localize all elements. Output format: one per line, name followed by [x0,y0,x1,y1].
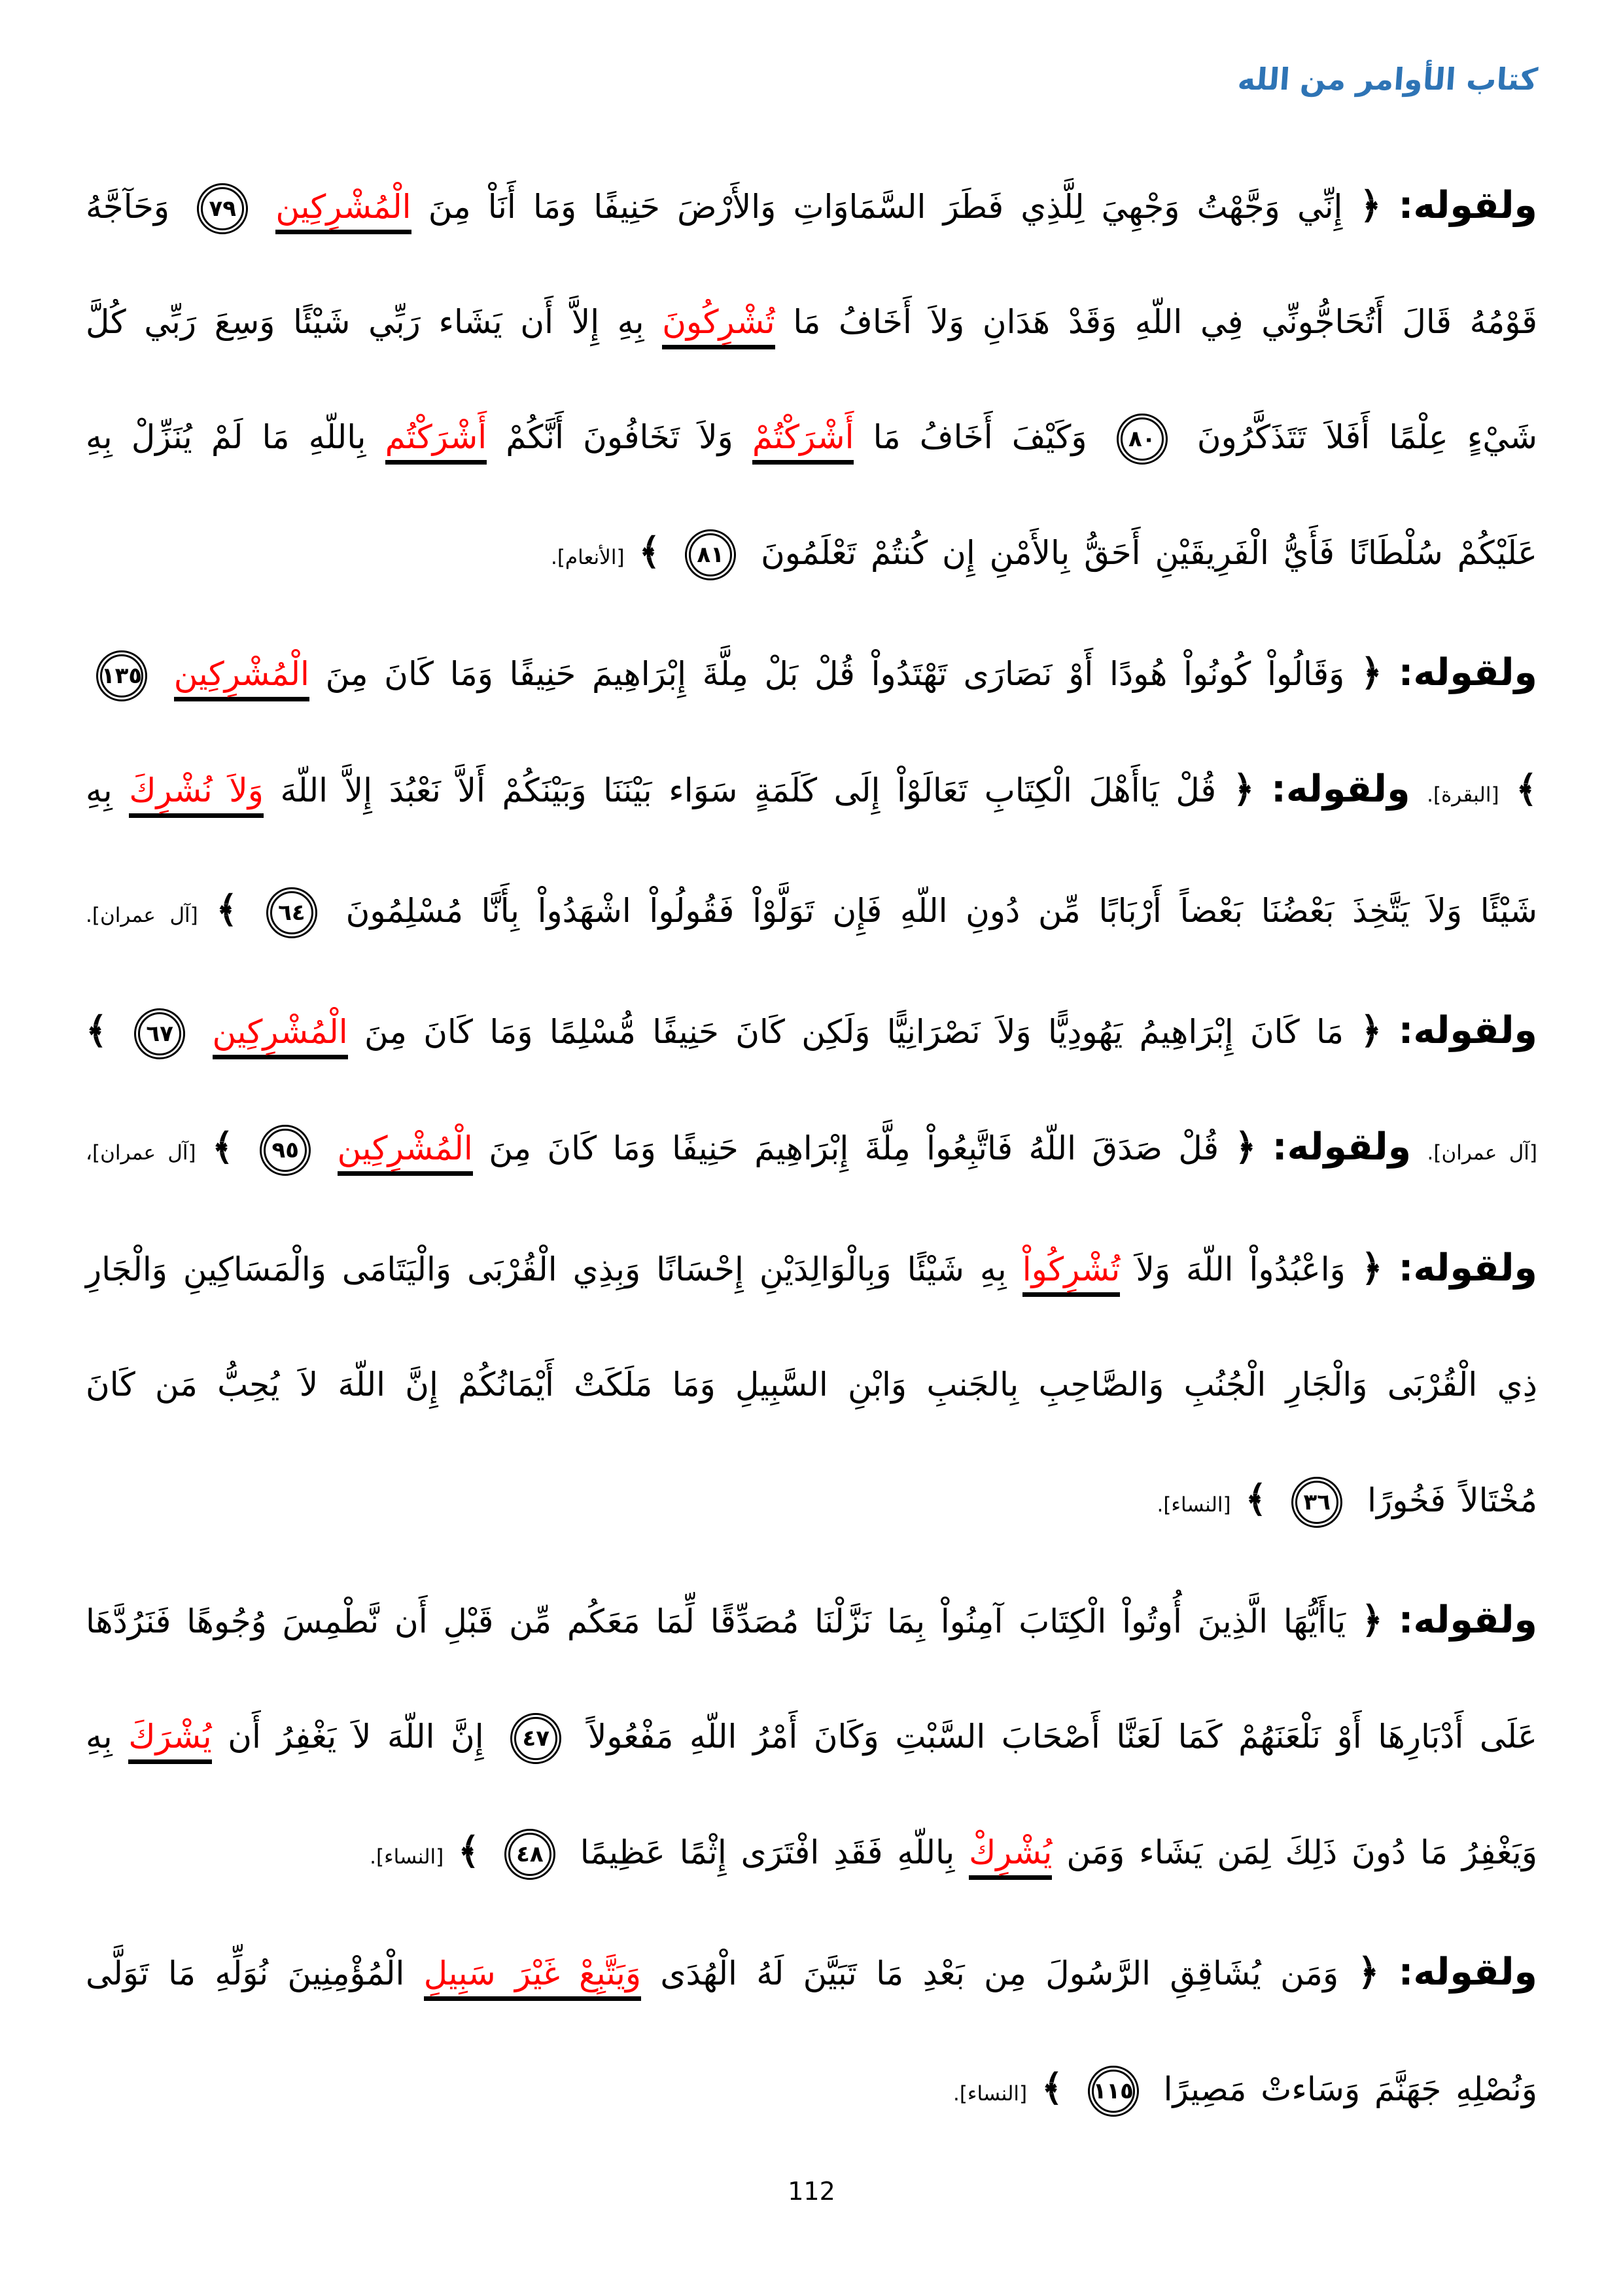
verse-block-nisa-47-48 [86,1563,1537,1915]
quran-close-bracket: ﴾ [458,1829,480,1873]
verse-text: يَاأَيُّهَا الَّذِينَ أُوتُواْ الْكِتَابَ آمِنُواْ بِمَا نَزَّلْنَا مُصَدِّقًا لِّمَا مَعَكُم مِّن قَبْلِ أَن نَّطْمِسَ وُجُوهًا فَنَرُدَّهَا عَلَى أَدْبَارِهَا أَوْ نَلْعَنَهُمْ كَمَا لَعَنَّا أَصْحَابَ السَّبْتِ وَكَانَ أَمْرُ اللّهِ مَفْعُولاً [86,1602,1537,1756]
verse-text: بِهِ وَيَغْفِرُ مَا دُونَ ذَلِكَ لِمَن يَشَاء وَمَن [86,1717,1537,1871]
verse-text: بِاللّهِ فَقَدِ افْتَرَى إِثْمًا عَظِيمًا [580,1833,955,1871]
verse-text: بِهِ شَيْئًا وَبِالْوَالِدَيْنِ إِحْسَانًا وَبِذِي الْقُرْبَى وَالْيَتَامَى وَالْمَسَاكِينِ وَالْجَارِ ذِي الْقُرْبَى وَالْجَارِ الْجُنُبِ وَالصَّاحِبِ بِالجَنبِ وَابْنِ السَّبِيلِ وَمَا مَلَكَتْ أَيْمَانُكُمْ إِنَّ اللّهَ لاَ يُحِبُّ مَن كَانَ مُخْتَالاً فَخُورًا [86,1250,1537,1519]
surah-citation: [آل عمران]. [1427,1140,1537,1165]
ayah-number-badge: ١١٥ [1088,2066,1139,2117]
verse-text: وَاعْبُدُواْ اللّهَ وَلاَ [1136,1250,1346,1288]
quran-close-bracket: ﴾ [638,530,661,573]
page-body-text [86,148,1537,2151]
ayah-number-badge: ٦٤ [266,887,317,938]
quote-lead-label: ولقوله: [1272,1125,1412,1169]
verse-text: إِنَّ اللّهَ لاَ يَغْفِرُ أَن [228,1717,484,1756]
verse-text: وَقَالُواْ كُونُواْ هُودًا أَوْ نَصَارَى تَهْتَدُواْ قُلْ بَلْ مِلَّةَ إِبْرَاهِيمَ حَنِيفًا وَمَا كَانَ مِنَ [325,654,1345,693]
verse-text: بِهِ شَيْئًا وَلاَ يَتَّخِذَ بَعْضُنَا بَعْضاً أَرْبَابًا مِّن دُونِ اللّهِ فَإِن تَوَلَّوْاْ فَقُولُواْ اشْهَدُواْ بِأَنَّا مُسْلِمُونَ [86,771,1538,930]
surah-citation: [النساء]. [370,1845,444,1869]
highlighted-term: تُشْرِكُواْ [1022,1250,1121,1297]
page-number: 112 [788,2177,835,2206]
verse-text: وَحَآجَّهُ قَوْمُهُ قَالَ أَتُحَاجُّونِّي فِي اللّهِ وَقَدْ هَدَانِ وَلاَ أَخَافُ مَا [86,187,1537,341]
ayah-number-badge: ٣٦ [1291,1477,1342,1528]
verse-text: الْمُؤْمِنِينَ نُوَلِّهِ مَا تَوَلَّى وَنُصْلِهِ جَهَنَّمَ وَسَاءتْ مَصِيرًا [86,1954,1537,2108]
quran-close-bracket: ﴾ [1245,1477,1267,1521]
quote-lead-label: ولقوله: [1398,1246,1537,1290]
verse-text: وَلاَ تَخَافُونَ أَنَّكُمْ [506,417,733,456]
quran-close-bracket: ﴾ [1041,2066,1063,2110]
highlighted-term: الْمُشْرِكِين [275,188,411,234]
verse-text: وَكَيْفَ أَخَافُ مَا [873,417,1087,456]
highlighted-term: أَشْرَكْتُمْ [752,418,854,465]
highlighted-term: الْمُشْرِكِين [213,1013,348,1059]
quran-open-bracket: ﴿ [1361,1246,1383,1290]
quote-lead-label: ولقوله: [1398,1950,1537,1994]
verse-text: وَمَن يُشَاقِقِ الرَّسُولَ مِن بَعْدِ مَا تَبَيَّنَ لَهُ الْهُدَى [660,1954,1339,1992]
quran-close-bracket: ﴾ [216,888,238,931]
ayah-number-badge: ٨٠ [1117,414,1168,465]
quran-open-bracket: ﴿ [1234,1125,1257,1169]
surah-citation: [آل عمران]، [86,1140,196,1165]
ayah-number-badge: ٨١ [685,529,736,580]
verse-block-nisa-115 [86,1915,1537,2151]
quran-close-bracket: ﴾ [86,1009,107,1052]
surah-citation: [البقرة]. [1427,783,1499,807]
ayah-number-badge: ٦٧ [134,1008,185,1059]
highlighted-term: أَشْرَكْتُم [385,418,487,465]
verse-text: مَا كَانَ إِبْرَاهِيمُ يَهُودِيًّا وَلاَ نَصْرَانِيًّا وَلَكِن كَانَ حَنِيفًا مُّسْلِمًا وَمَا كَانَ مِنَ [364,1012,1344,1051]
quote-lead-label: ولقوله: [1398,650,1537,694]
highlighted-term: تُشْرِكُونَ [662,303,775,349]
verse-block-anam-79-81 [86,148,1537,615]
highlighted-term: يُشْرَكَ [128,1718,211,1764]
highlighted-term: الْمُشْرِكِين [174,655,309,701]
surah-citation: [الأنعام]. [550,545,625,569]
verse-text: بِهِ إِلاَّ أَن يَشَاء رَبِّي شَيْئًا وَسِعَ رَبِّي كُلَّ شَيْءٍ عِلْمًا أَفَلاَ تَتَذَكَّرُونَ [86,302,1537,456]
quran-open-bracket: ﴿ [1360,1009,1382,1052]
ayah-number-badge: ٤٧ [510,1713,561,1764]
ayah-number-badge: ٤٨ [504,1829,555,1880]
verse-text: قُلْ صَدَقَ اللّهُ فَاتَّبِعُواْ مِلَّةَ إِبْرَاهِيمَ حَنِيفًا وَمَا كَانَ مِنَ [489,1129,1219,1167]
verse-text: إِنِّي وَجَّهْتُ وَجْهِيَ لِلَّذِي فَطَرَ السَّمَاوَاتِ وَالأَرْضَ حَنِيفًا وَمَا أَنَاْ مِنَ [428,187,1343,226]
highlighted-term: وَلاَ نُشْرِكَ [129,771,264,818]
highlighted-term: الْمُشْرِكِين [338,1129,473,1176]
quran-open-bracket: ﴿ [1357,1951,1380,1994]
highlighted-term: يُشْرِكْ [969,1833,1052,1880]
quote-lead-label: ولقوله: [1398,1598,1537,1642]
ayah-number-badge: ٩٥ [260,1125,311,1176]
surah-citation: [النساء]. [952,2081,1028,2106]
ayah-number-badge: ٧٩ [197,183,248,234]
quran-open-bracket: ﴿ [1361,651,1382,694]
quran-open-bracket: ﴿ [1361,1598,1383,1642]
verse-block-baqarah-al-imran-nisa [86,615,1537,1563]
quote-lead-label: ولقوله: [1271,767,1410,811]
verse-text: قُلْ يَاأَهْلَ الْكِتَابِ تَعَالَوْاْ إِلَى كَلَمَةٍ سَوَاء بَيْنَنَا وَبَيْنَكُمْ أَلاَّ نَعْبُدَ إِلاَّ اللّهَ [280,771,1217,809]
running-head-title: كتاب الأوامر من الله [1236,62,1539,97]
ayah-number-badge: ١٣٥ [96,650,147,701]
highlighted-term: وَيَتَّبِعْ غَيْرَ سَبِيلِ [424,1954,641,2001]
quran-open-bracket: ﴿ [1232,768,1255,811]
quote-lead-label: ولقوله: [1398,183,1537,227]
quran-open-bracket: ﴿ [1359,184,1382,227]
verse-text: بِاللّهِ مَا لَمْ يُنَزِّلْ بِهِ عَلَيْكُمْ سُلْطَانًا فَأَيُّ الْفَرِيقَيْنِ أَحَقُّ بِالأَمْنِ إِن كُنتُمْ تَعْلَمُونَ [86,417,1537,572]
running-head [86,0,1537,99]
surah-citation: [آل عمران]. [86,903,198,927]
quran-close-bracket: ﴾ [1516,768,1537,811]
quran-close-bracket: ﴾ [212,1125,234,1169]
surah-citation: [النساء]. [1157,1492,1231,1517]
quote-lead-label: ولقوله: [1398,1008,1537,1052]
